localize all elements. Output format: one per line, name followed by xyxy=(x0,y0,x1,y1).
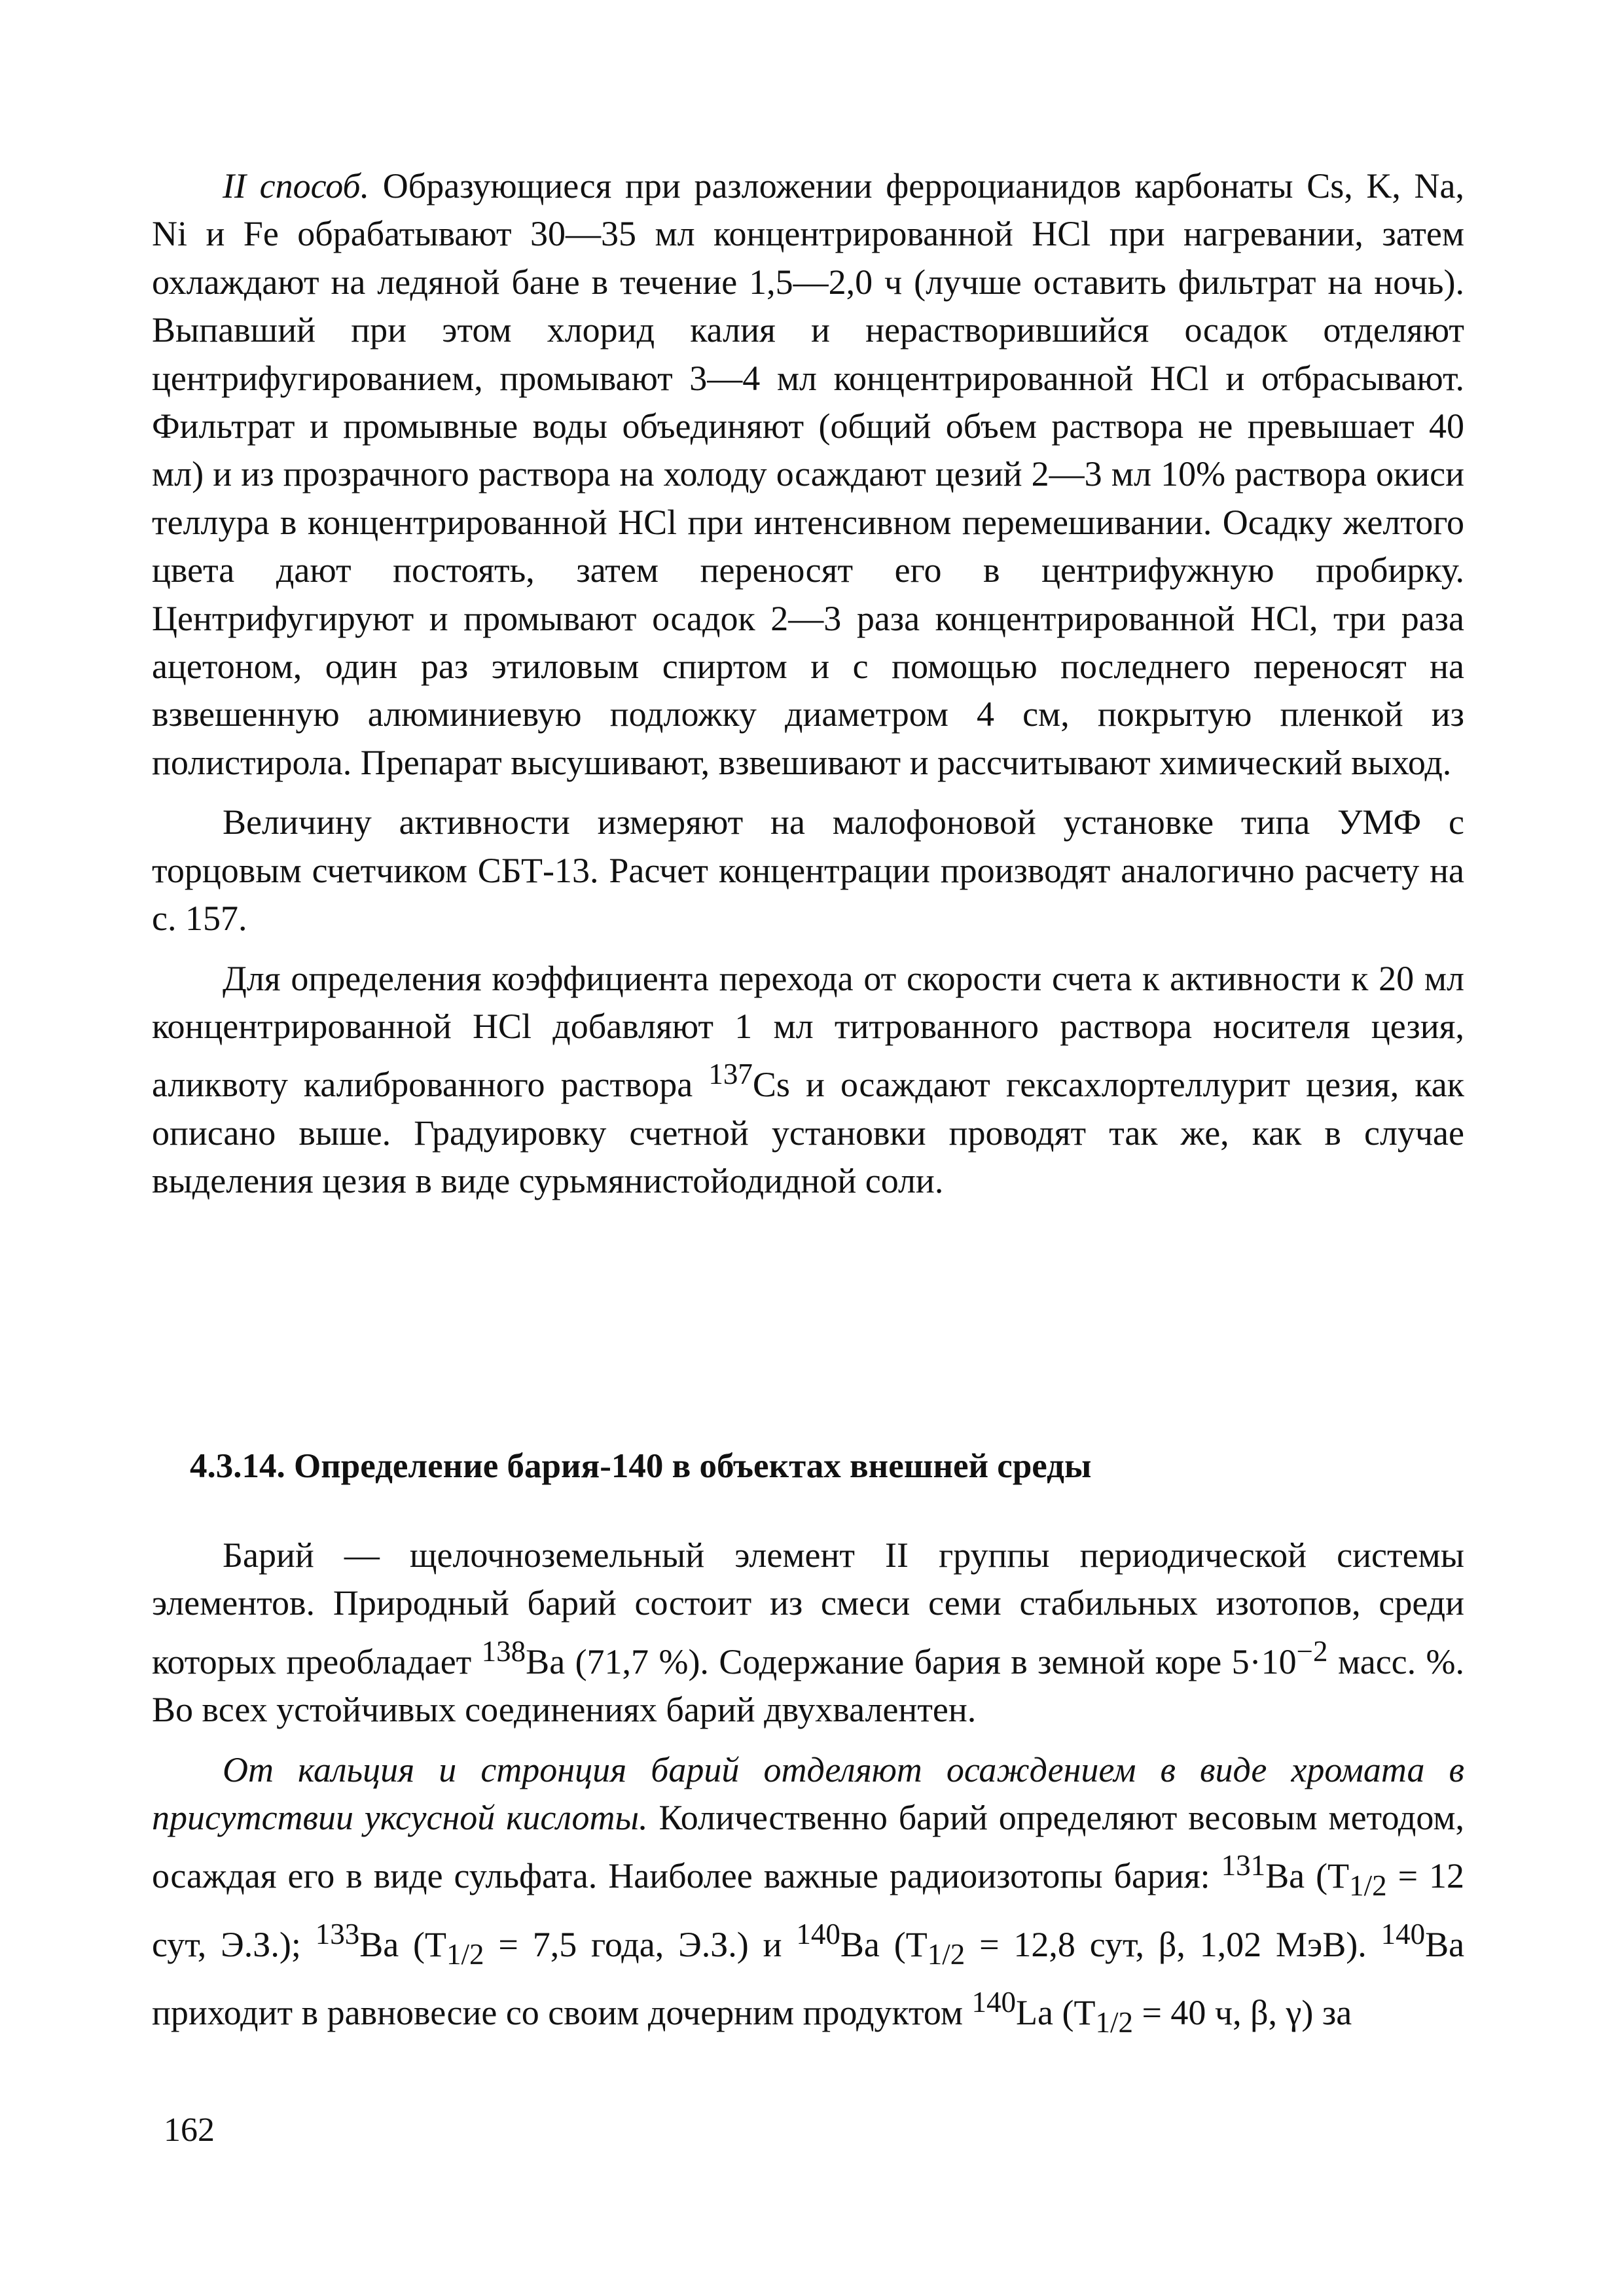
text-block-bottom xyxy=(152,1532,1464,2047)
cs-mass-number: 137 xyxy=(708,1058,753,1091)
section-heading: 4.3.14. Определение бария-140 в объектах внешней среды xyxy=(190,1447,1092,1485)
t-half-4: (T xyxy=(1062,1992,1096,2032)
ba140b-mass: 140 xyxy=(1380,1917,1426,1950)
separation-italic: От кальция и стронция барий отделяют осаждением в виде хромата в присутствии уксусной кислоты. xyxy=(152,1749,1464,1838)
half-sub-2: 1/2 xyxy=(446,1937,484,1971)
t-half-2: (T xyxy=(413,1924,447,1964)
t-half-3: (T xyxy=(893,1924,928,1964)
calibration-text-2: и осаждают гексахлортеллурит цезия, как описано выше. Градуировку счетной установки проводят так же, как в случае выделения цезия в виде сурьмянистойодидной соли. xyxy=(152,1065,1464,1201)
separation-text-5: = 7,5 года, Э.З.) и xyxy=(498,1924,782,1964)
page-number: 162 xyxy=(164,2111,215,2149)
exponent: −2 xyxy=(1296,1634,1328,1668)
ba138-symbol: Ba xyxy=(526,1641,566,1681)
ba140-symbol: Ba xyxy=(840,1924,880,1964)
method-text: Образующиеся при разложении ферроцианидов карбонаты Cs, K, Na, Ni и Fe обрабатывают 30—35 мл концентрированной HCl при нагревании, затем охлаждают на ледяной бане в течение 1,5—2,0 ч (лучше оставить фильтрат на ночь). Выпавший при этом хлорид калия и нерастворившийся осадок отделяют центрифугированием, промывают 3—4 мл концентрированной HCl и отбрасывают. Фильтрат и промывные воды объединяют (общий объем раствора не превышает 40 мл) и из прозрачного раствора на холоду осаждают цезий 2—3 мл 10% раствора окиси теллура в концентрированной HCl при интенсивном перемешивании. Осадку желтого цвета дают постоять, затем переносят его в центрифужную пробирку. Центрифугируют и промывают осадок 2—3 раза концентрированной HCl, три раза ацетоном, один раз этиловым спиртом и с помощью последнего переносят на взвешенную алюминиевую подложку диаметром 4 см, покрытую пленкой из полистирола. Препарат высушивают, взвешивают и рассчитывают химический выход. xyxy=(152,166,1464,782)
paragraph-calibration xyxy=(152,955,1464,1206)
separation-text-8: приходит в равновесие со своим дочерним продуктом xyxy=(152,1992,964,2032)
la140-symbol: La xyxy=(1016,1992,1053,2032)
calibration-text-1: Для определения коэффициента перехода от скорости счета к активности к 20 мл концентрированной HCl добавляют 1 мл титрованного раствора носителя цезия, аликвоту калиброванного раствора xyxy=(152,958,1464,1105)
cs-symbol: Cs xyxy=(752,1065,790,1105)
t-half-1: (T xyxy=(1316,1856,1350,1896)
ba140-mass: 140 xyxy=(796,1917,840,1950)
ba133-symbol: Ba xyxy=(359,1924,399,1964)
ba138-mass: 138 xyxy=(481,1634,526,1668)
ba133-mass: 133 xyxy=(315,1917,360,1950)
barium-intro-text-2: (71,7 %). Содержание бария в земной коре 5·10 xyxy=(575,1641,1297,1681)
paragraph-barium-separation xyxy=(152,1746,1464,2047)
separation-text-3: = 12 сут, Э.З.); xyxy=(152,1856,1465,1964)
la140-mass: 140 xyxy=(971,1985,1017,2018)
activity-text: Величину активности измеряют на малофоновой установке типа УМФ с торцовым счетчиком СБТ-13. Расчет концентрации производят аналогично расчету на с. 157. xyxy=(152,802,1464,939)
barium-intro-text-3: масс. %. Во всех устойчивых соединениях барий двухвалентен. xyxy=(152,1641,1465,1730)
paragraph-barium-intro xyxy=(152,1532,1464,1734)
separation-text-7: = 12,8 сут, β, 1,02 МэВ). xyxy=(979,1924,1367,1964)
separation-text-10: = 40 ч, β, γ) за xyxy=(1142,1992,1352,2032)
ba131-symbol: Ba xyxy=(1265,1856,1305,1896)
separation-text-1: Количественно барий определяют весовым методом, осаждая его в виде сульфата. Наиболее важные радиоизотопы бария: xyxy=(152,1798,1465,1896)
text-block-top xyxy=(152,162,1464,1206)
paragraph-activity xyxy=(152,798,1464,942)
paragraph-method-2 xyxy=(152,162,1464,787)
ba131-mass: 131 xyxy=(1221,1849,1266,1882)
half-sub-3: 1/2 xyxy=(927,1937,965,1971)
method-label: II способ. xyxy=(223,166,370,206)
barium-intro-text-1: Барий — щелочноземельный элемент II группы периодической системы элементов. Природный барий состоит из смеси семи стабильных изотопов, среди которых преобладает xyxy=(152,1535,1464,1681)
ba140b-symbol: Ba xyxy=(1425,1924,1465,1964)
half-sub-4: 1/2 xyxy=(1095,2005,1133,2039)
half-sub-1: 1/2 xyxy=(1349,1869,1387,1903)
